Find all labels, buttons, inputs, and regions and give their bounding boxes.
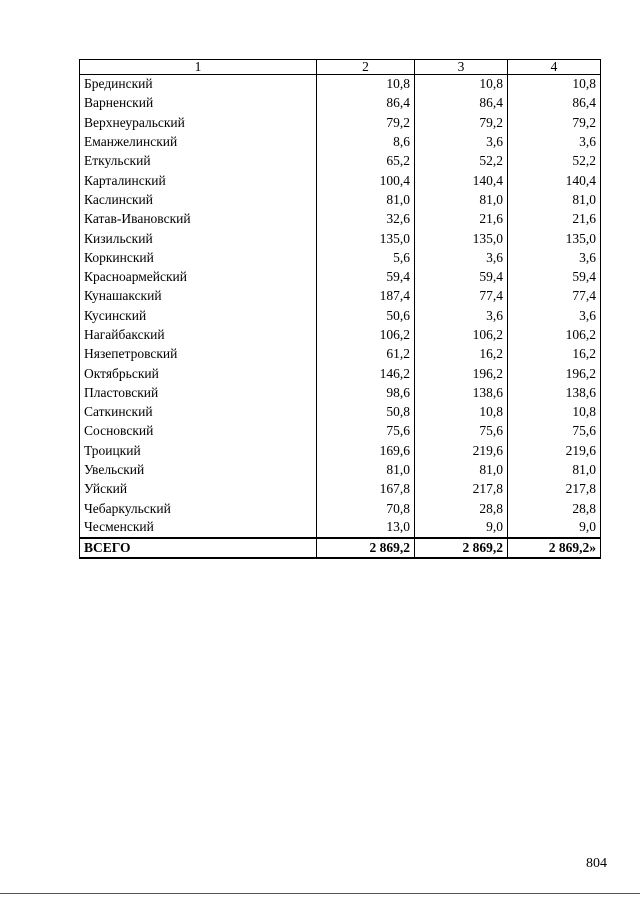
value-cell-2: 10,8	[317, 75, 415, 94]
value-cell-4: 140,4	[508, 171, 601, 190]
value-cell-3: 196,2	[415, 364, 508, 383]
table-row	[80, 383, 601, 402]
value-cell-4: 9,0	[508, 518, 601, 537]
value-cell-2: 13,0	[317, 518, 415, 537]
value-cell-4: 16,2	[508, 345, 601, 364]
table-row	[80, 306, 601, 325]
value-cell-3: 106,2	[415, 325, 508, 344]
value-cell-2: 70,8	[317, 499, 415, 518]
district-name-cell: Нязепетровский	[80, 345, 317, 364]
district-name-cell: Увельский	[80, 460, 317, 479]
value-cell-2: 75,6	[317, 422, 415, 441]
value-cell-3: 75,6	[415, 422, 508, 441]
table-row	[80, 248, 601, 267]
table-row	[80, 75, 601, 94]
value-cell-3: 10,8	[415, 75, 508, 94]
total-value-2: 2 869,2	[317, 538, 415, 558]
header-cell-2: 2	[317, 60, 415, 75]
value-cell-2: 79,2	[317, 113, 415, 132]
value-cell-2: 106,2	[317, 325, 415, 344]
table-row	[80, 113, 601, 132]
value-cell-3: 16,2	[415, 345, 508, 364]
header-cell-4: 4	[508, 60, 601, 75]
value-cell-3: 135,0	[415, 229, 508, 248]
value-cell-3: 59,4	[415, 267, 508, 286]
table-row	[80, 345, 601, 364]
value-cell-3: 77,4	[415, 287, 508, 306]
value-cell-2: 187,4	[317, 287, 415, 306]
district-name-cell: Еманжелинский	[80, 132, 317, 151]
value-cell-3: 3,6	[415, 132, 508, 151]
value-cell-3: 9,0	[415, 518, 508, 537]
table-row	[80, 325, 601, 344]
value-cell-3: 219,6	[415, 441, 508, 460]
value-cell-4: 3,6	[508, 248, 601, 267]
value-cell-2: 59,4	[317, 267, 415, 286]
table-row	[80, 171, 601, 190]
value-cell-4: 138,6	[508, 383, 601, 402]
value-cell-4: 3,6	[508, 132, 601, 151]
value-cell-2: 8,6	[317, 132, 415, 151]
value-cell-3: 10,8	[415, 403, 508, 422]
value-cell-4: 10,8	[508, 403, 601, 422]
value-cell-2: 50,6	[317, 306, 415, 325]
district-name-cell: Чебаркульский	[80, 499, 317, 518]
value-cell-4: 79,2	[508, 113, 601, 132]
table-row	[80, 441, 601, 460]
value-cell-3: 217,8	[415, 480, 508, 499]
district-name-cell: Верхнеуральский	[80, 113, 317, 132]
value-cell-2: 81,0	[317, 190, 415, 209]
value-cell-3: 28,8	[415, 499, 508, 518]
district-name-cell: Каслинский	[80, 190, 317, 209]
value-cell-4: 86,4	[508, 94, 601, 113]
value-cell-3: 79,2	[415, 113, 508, 132]
bottom-divider	[0, 893, 640, 894]
value-cell-4: 21,6	[508, 210, 601, 229]
table-row	[80, 267, 601, 286]
total-value-4: 2 869,2»	[508, 538, 601, 558]
value-cell-2: 100,4	[317, 171, 415, 190]
table-row	[80, 229, 601, 248]
value-cell-2: 32,6	[317, 210, 415, 229]
value-cell-4: 3,6	[508, 306, 601, 325]
value-cell-2: 135,0	[317, 229, 415, 248]
district-name-cell: Саткинский	[80, 403, 317, 422]
district-name-cell: Троицкий	[80, 441, 317, 460]
district-name-cell: Катав-Ивановский	[80, 210, 317, 229]
value-cell-4: 77,4	[508, 287, 601, 306]
table-row	[80, 460, 601, 479]
page-number: 804	[586, 856, 607, 871]
total-row	[80, 538, 601, 558]
value-cell-4: 219,6	[508, 441, 601, 460]
table-row	[80, 210, 601, 229]
value-cell-3: 52,2	[415, 152, 508, 171]
value-cell-2: 50,8	[317, 403, 415, 422]
header-cell-1: 1	[80, 60, 317, 75]
value-cell-2: 98,6	[317, 383, 415, 402]
value-cell-3: 81,0	[415, 460, 508, 479]
header-cell-3: 3	[415, 60, 508, 75]
district-name-cell: Кунашакский	[80, 287, 317, 306]
table-row	[80, 480, 601, 499]
value-cell-3: 3,6	[415, 306, 508, 325]
value-cell-4: 217,8	[508, 480, 601, 499]
value-cell-3: 140,4	[415, 171, 508, 190]
value-cell-3: 86,4	[415, 94, 508, 113]
table-row	[80, 518, 601, 537]
table-body	[80, 75, 601, 538]
value-cell-2: 65,2	[317, 152, 415, 171]
value-cell-3: 138,6	[415, 383, 508, 402]
value-cell-2: 169,6	[317, 441, 415, 460]
value-cell-2: 146,2	[317, 364, 415, 383]
table-row	[80, 132, 601, 151]
table-row	[80, 152, 601, 171]
table-row	[80, 287, 601, 306]
district-name-cell: Чесменский	[80, 518, 317, 537]
value-cell-4: 135,0	[508, 229, 601, 248]
value-cell-4: 52,2	[508, 152, 601, 171]
table-row	[80, 499, 601, 518]
table-row	[80, 403, 601, 422]
value-cell-2: 86,4	[317, 94, 415, 113]
district-name-cell: Еткульский	[80, 152, 317, 171]
value-cell-4: 10,8	[508, 75, 601, 94]
value-cell-4: 196,2	[508, 364, 601, 383]
district-name-cell: Красноармейский	[80, 267, 317, 286]
value-cell-3: 81,0	[415, 190, 508, 209]
district-table	[79, 59, 601, 559]
table-row	[80, 364, 601, 383]
value-cell-4: 81,0	[508, 190, 601, 209]
district-name-cell: Уйский	[80, 480, 317, 499]
district-name-cell: Варненский	[80, 94, 317, 113]
table-row	[80, 190, 601, 209]
value-cell-4: 81,0	[508, 460, 601, 479]
district-name-cell: Коркинский	[80, 248, 317, 267]
district-name-cell: Кизильский	[80, 229, 317, 248]
value-cell-4: 59,4	[508, 267, 601, 286]
district-name-cell: Пластовский	[80, 383, 317, 402]
value-cell-4: 106,2	[508, 325, 601, 344]
value-cell-4: 75,6	[508, 422, 601, 441]
value-cell-2: 5,6	[317, 248, 415, 267]
total-value-3: 2 869,2	[415, 538, 508, 558]
district-name-cell: Октябрьский	[80, 364, 317, 383]
district-name-cell: Карталинский	[80, 171, 317, 190]
district-name-cell: Брединский	[80, 75, 317, 94]
header-row	[80, 60, 601, 75]
district-name-cell: Кусинский	[80, 306, 317, 325]
value-cell-2: 81,0	[317, 460, 415, 479]
district-name-cell: Нагайбакский	[80, 325, 317, 344]
value-cell-2: 61,2	[317, 345, 415, 364]
district-name-cell: Сосновский	[80, 422, 317, 441]
value-cell-3: 21,6	[415, 210, 508, 229]
table-row	[80, 422, 601, 441]
value-cell-4: 28,8	[508, 499, 601, 518]
value-cell-3: 3,6	[415, 248, 508, 267]
value-cell-2: 167,8	[317, 480, 415, 499]
total-label: ВСЕГО	[80, 538, 317, 558]
table-row	[80, 94, 601, 113]
